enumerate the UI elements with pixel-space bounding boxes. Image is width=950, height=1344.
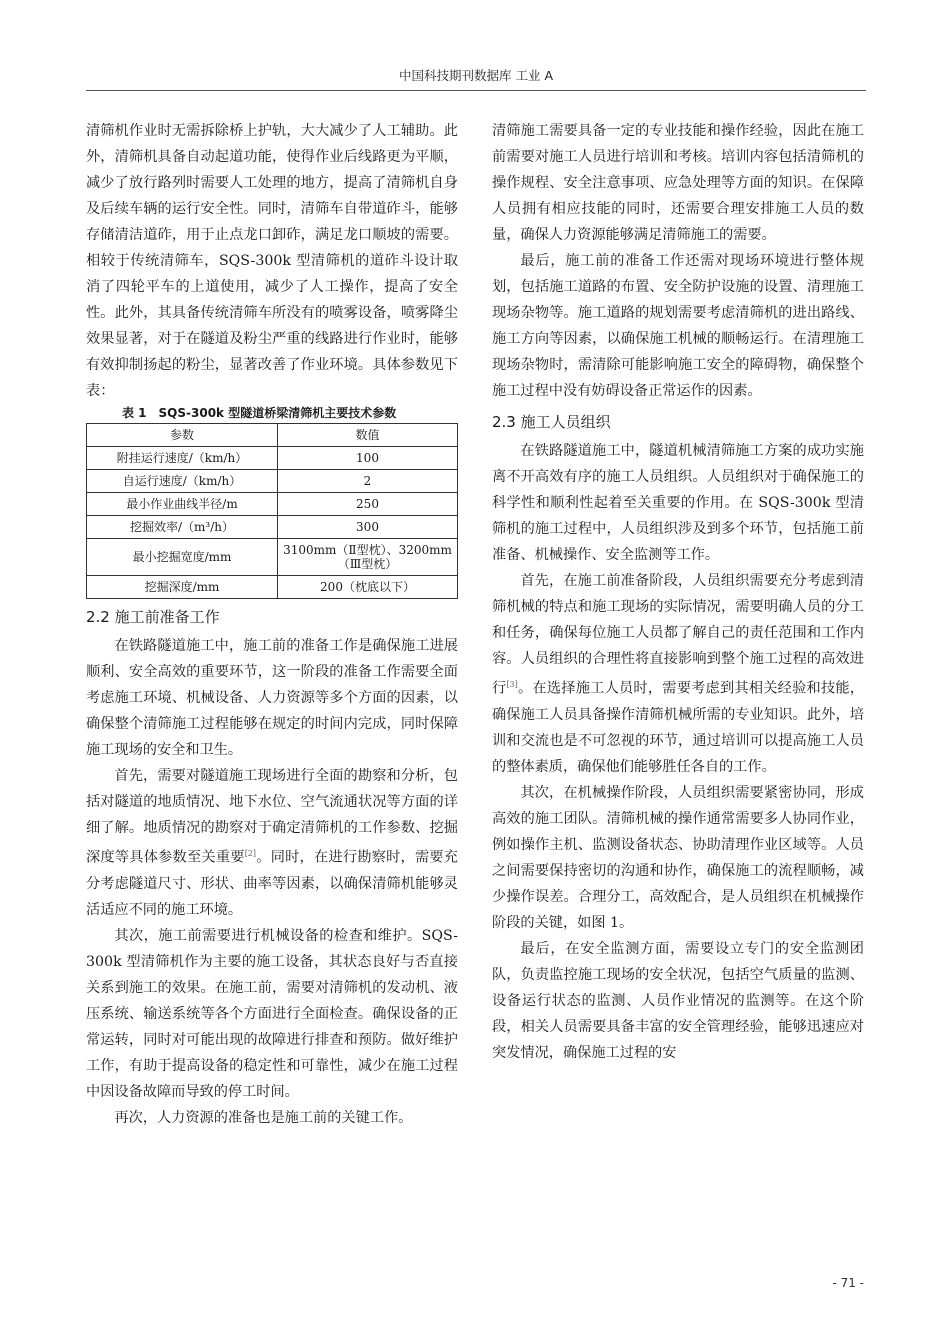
paragraph-text: 首先，需要对隧道施工现场进行全面的勘察和分析，包括对隧道的地质情况、地下水位、空气流通状况等方面的详细了解。地质情况的勘察对于确定清筛机的工作参数、挖掘深度等具体参数至关重要: [86, 768, 458, 866]
section-heading: 2.3 施工人员组织: [492, 413, 611, 431]
table-cell-param: 自运行速度/（km/h）: [87, 470, 278, 493]
body-paragraph: 其次，在机械操作阶段，人员组织需要紧密协同，形成高效的施工团队。清筛机械的操作通常需要多人协同作业，例如操作主机、监测设备状态、协助清理作业区域等。人员之间需要保持密切的沟通和协作，确保施工的流程顺畅，减少操作误差。合理分工，高效配合，是人员组织在机械操作阶段的关键，如图 1。: [492, 784, 864, 931]
paragraph-text: 。在选择施工人员时，需要考虑到其相关经验和技能，确保施工人员具备操作清筛机械所需的专业知识。此外，培训和交流也是不可忽视的环节，通过培训可以提高施工人员的整体素质，确保他们能够胜任各自的工作。: [492, 680, 864, 775]
body-paragraph: 清筛机作业时无需拆除桥上护轨，大大减少了人工辅助。此外，清筛机具备自动起道功能，使得作业后线路更为平顺，减少了放行路列时需要人工处理的地方，提高了清筛机自身及后续车辆的运行安全性。同时，清筛车自带道砟斗，能够存储清洁道砟，用于止点龙口卸砟，满足龙口顺坡的需要。相较于传统清筛车，SQS-300k 型清筛机的道砟斗设计取消了四轮平车的上道使用，减少了人工操作，提高了安全性。此外，其具备传统清筛车所没有的喷雾设备，喷雾降尘效果显著，对于在隧道及粉尘严重的线路进行作业时，能够有效抑制扬起的粉尘，显著改善了作业环境。具体参数见下表：: [86, 123, 458, 399]
citation: [3]: [506, 680, 518, 689]
table-header-cell: 数值: [278, 424, 458, 447]
table-cell-param: 挖掘效率/（m³/h）: [87, 516, 278, 539]
paragraph-text: 。同时，在进行勘察时，需要充分考虑隧道尺寸、形状、曲率等因素，以确保清筛机能够灵活适应不同的施工环境。: [86, 849, 458, 918]
table-row: [87, 539, 458, 576]
paragraph-text: 首先，在施工前准备阶段，人员组织需要充分考虑到清筛机械的特点和施工现场的实际情况，需要明确人员的分工和任务，确保每位施工人员都了解自己的责任范围和工作内容。人员组织的合理性将直接影响到整个施工过程的高效进行: [492, 573, 864, 697]
table-cell-param: 最小挖掘宽度/mm: [87, 539, 278, 576]
table-cell-value: 300: [278, 516, 458, 539]
body-paragraph: 清筛施工需要具备一定的专业技能和操作经验，因此在施工前需要对施工人员进行培训和考核。培训内容包括清筛机的操作规程、安全注意事项、应急处理等方面的知识。在保障人员拥有相应技能的同时，还需要合理安排施工人员的数量，确保人力资源能够满足清筛施工的需要。: [492, 123, 864, 243]
page-number: - 71 -: [832, 1276, 864, 1290]
table-cell-param: 附挂运行速度/（km/h）: [87, 447, 278, 470]
table-row: [87, 493, 458, 516]
right-column: [492, 118, 864, 1066]
table-cell-value: 250: [278, 493, 458, 516]
table-cell-param: 最小作业曲线半径/m: [87, 493, 278, 516]
body-paragraph: [492, 568, 864, 780]
table-cell-value: 200（枕底以下）: [278, 576, 458, 599]
body-paragraph: 在铁路隧道施工中，隧道机械清筛施工方案的成功实施离不开高效有序的施工人员组织。人员组织对于确保施工的科学性和顺利性起着至关重要的作用。在 SQS-300k 型清筛机的施工过程中，人员组织涉及到多个环节，包括施工前准备、机械操作、安全监测等工作。: [492, 443, 864, 563]
table-cell-value: 2: [278, 470, 458, 493]
table-caption: 表 1 SQS-300k 型隧道桥梁清筛机主要技术参数: [122, 406, 397, 420]
section-heading: 2.2 施工前准备工作: [86, 608, 220, 626]
citation: [2]: [244, 849, 257, 858]
table-header-row: [87, 424, 458, 447]
table-cell-value: 100: [278, 447, 458, 470]
body-paragraph: 在铁路隧道施工中，施工前的准备工作是确保施工进展顺利、安全高效的重要环节，这一阶段的准备工作需要全面考虑施工环境、机械设备、人力资源等多个方面的因素，以确保整个清筛施工过程能够在规定的时间内完成，同时保障施工现场的安全和卫生。: [86, 638, 458, 758]
body-paragraph: 最后，施工前的准备工作还需对现场环境进行整体规划，包括施工道路的布置、安全防护设施的设置、清理施工现场杂物等。施工道路的规划需要考虑清筛机的进出路线、施工方向等因素，以确保施工机械的顺畅运行。在清理施工现场杂物时，需清除可能影响施工安全的障碍物，确保整个施工过程中没有妨碍设备正常运作的因素。: [492, 253, 864, 399]
parameter-table: [86, 423, 458, 599]
table-header-cell: 参数: [87, 424, 278, 447]
table-row: [87, 576, 458, 599]
table-row: [87, 447, 458, 470]
left-column: [86, 118, 458, 1131]
table-row: [87, 516, 458, 539]
table-row: [87, 470, 458, 493]
body-paragraph: [86, 763, 458, 923]
body-paragraph: 再次，人力资源的准备也是施工前的关键工作。: [114, 1109, 413, 1126]
body-paragraph: 其次，施工前需要进行机械设备的检查和维护。SQS-300k 型清筛机作为主要的施工设备，其状态良好与否直接关系到施工的效果。在施工前，需要对清筛机的发动机、液压系统、输送系统等各个方面进行全面检查。确保设备的正常运转，同时对可能出现的故障进行排查和预防。做好维护工作，有助于提高设备的稳定性和可靠性，减少在施工过程中因设备故障而导致的停工时间。: [86, 927, 458, 1100]
table-cell-value: 3100mm（Ⅱ型枕）、3200mm（Ⅲ型枕）: [278, 539, 458, 576]
table-cell-param: 挖掘深度/mm: [87, 576, 278, 599]
running-header: 中国科技期刊数据库 工业 A: [86, 66, 866, 91]
body-paragraph: 最后，在安全监测方面，需要设立专门的安全监测团队，负责监控施工现场的安全状况，包括空气质量的监测、设备运行状态的监测、人员作业情况的监测等。在这个阶段，相关人员需要具备丰富的安全管理经验，能够迅速应对突发情况，确保施工过程的安: [492, 940, 864, 1061]
